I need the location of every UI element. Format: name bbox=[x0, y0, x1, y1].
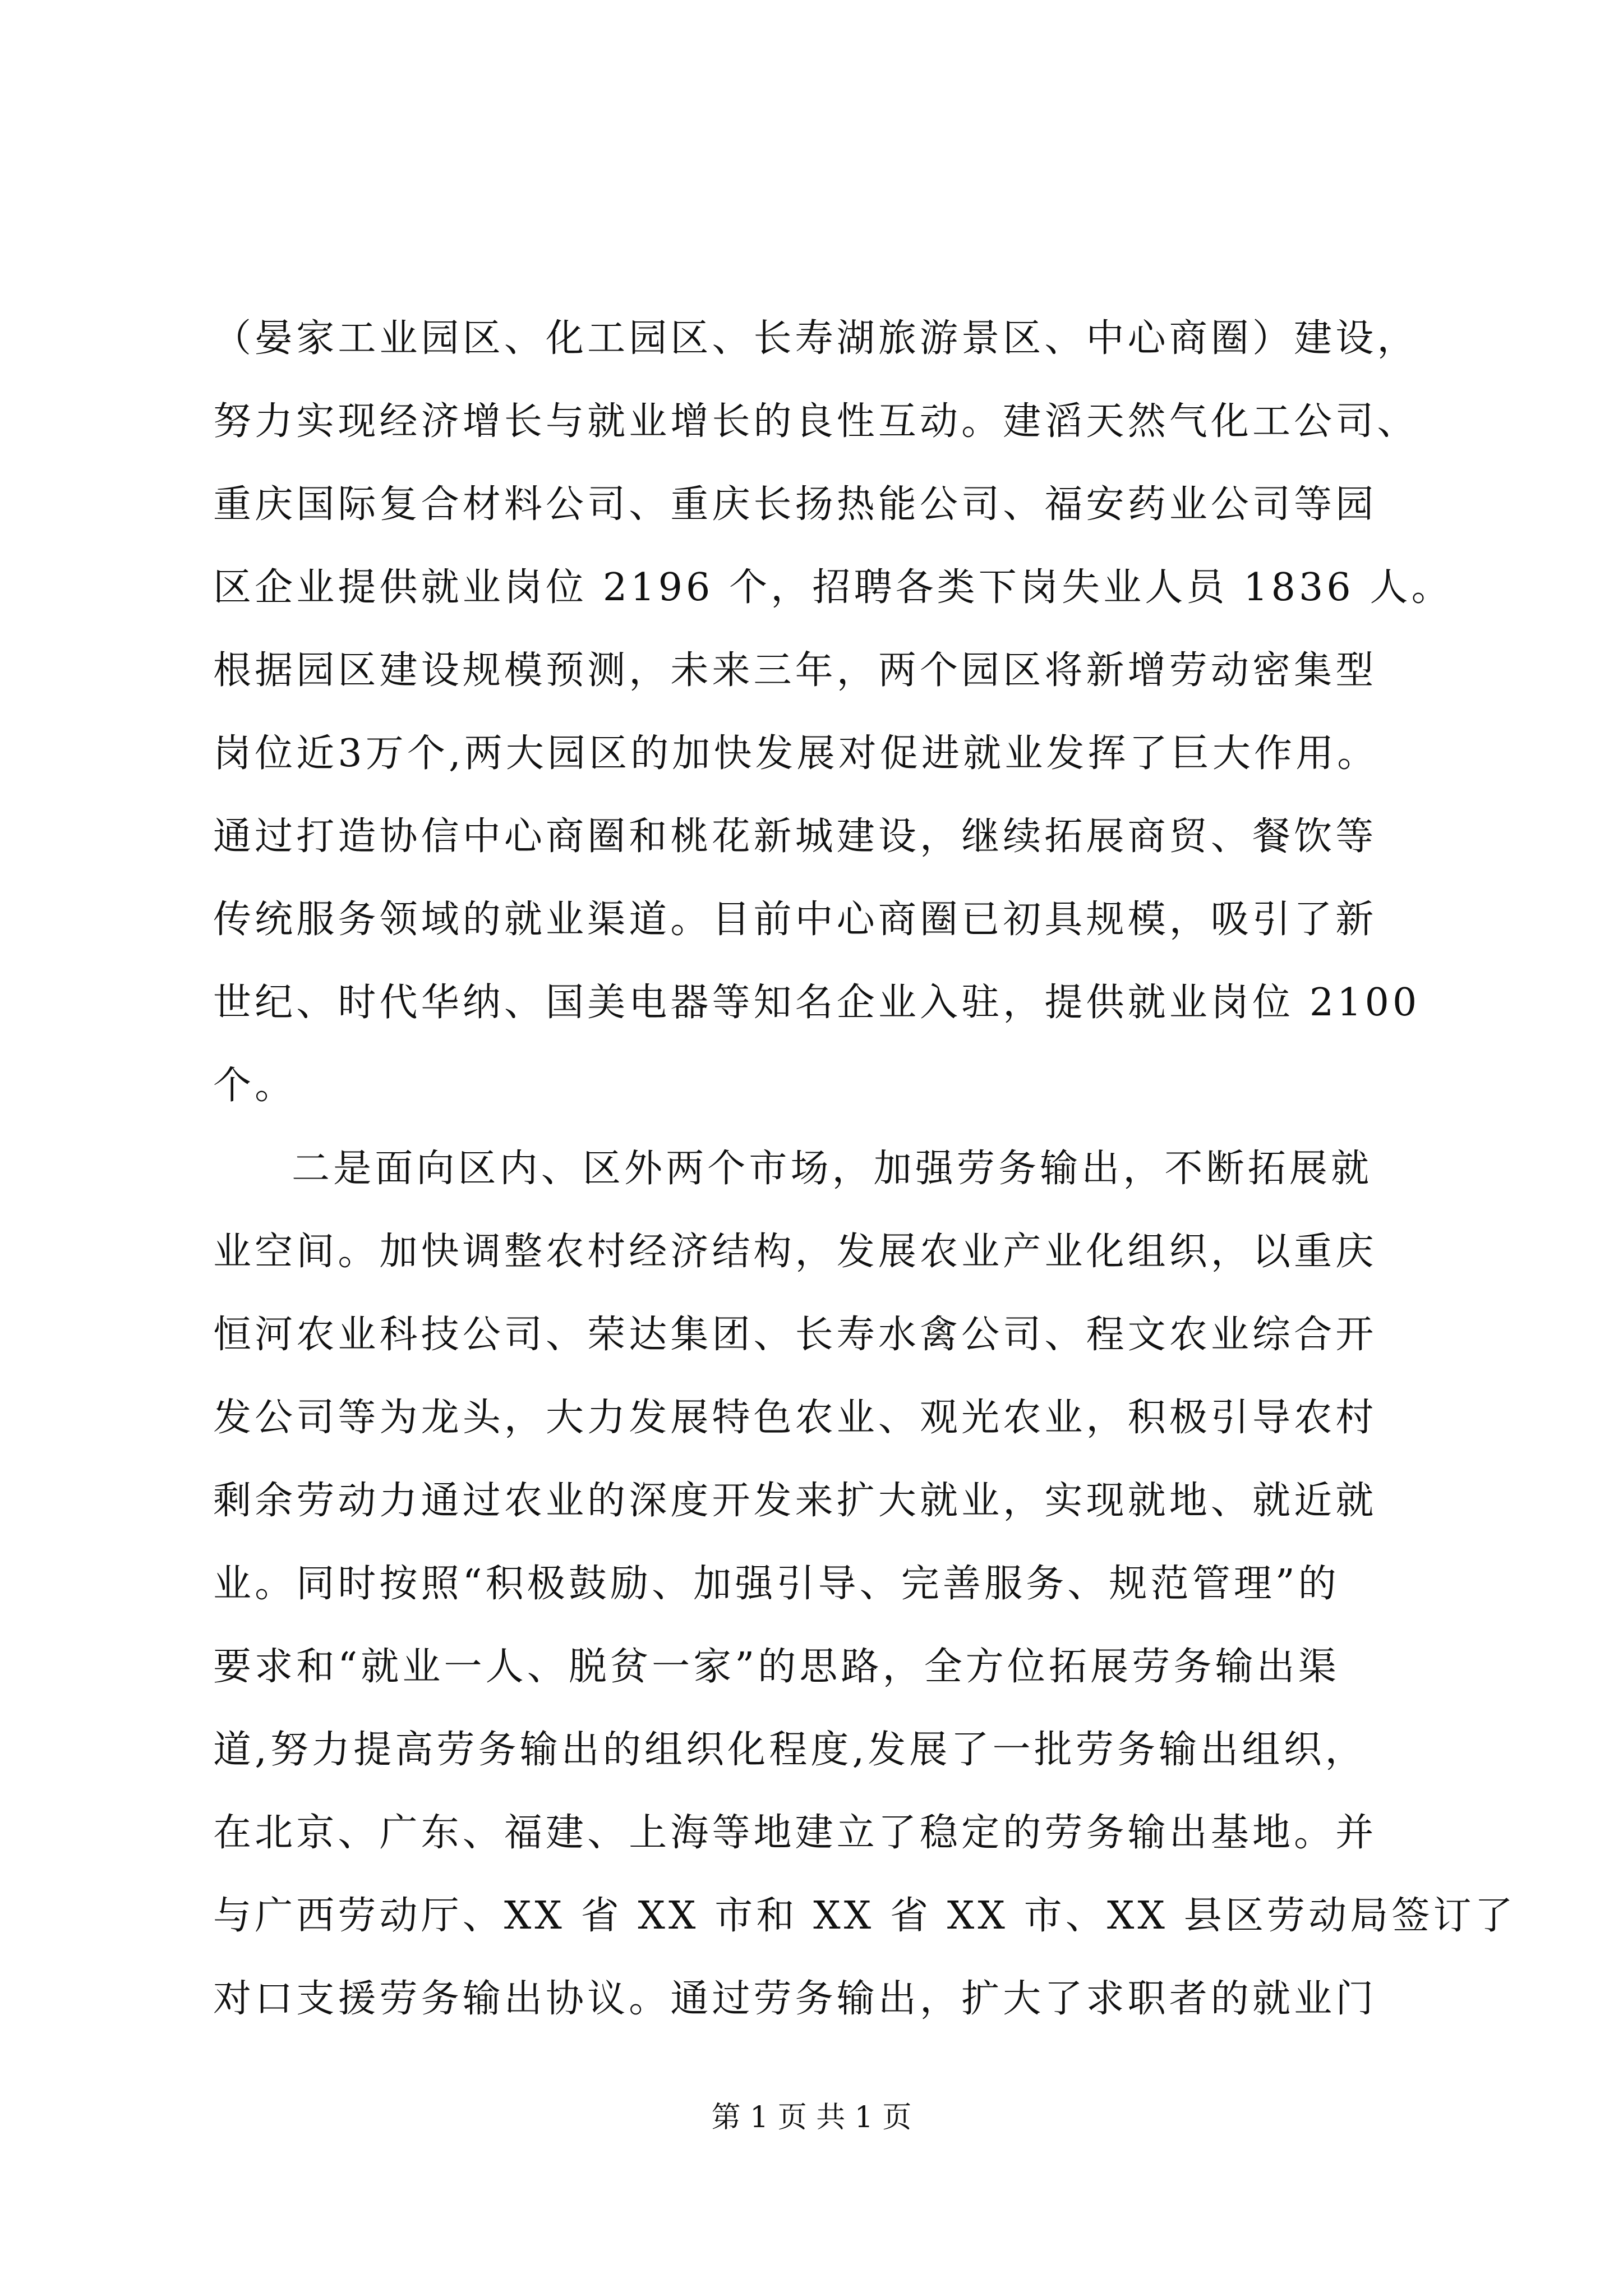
text-line: 剩余劳动力通过农业的深度开发来扩大就业，实现就地、就近就 bbox=[213, 1479, 1377, 1523]
text-line: （晏家工业园区、化工园区、长寿湖旅游景区、中心商圈）建设， bbox=[213, 316, 1419, 361]
text-line: 区企业提供就业岗位 2196 个，招聘各类下岗失业人员 1836 人。 bbox=[213, 565, 1453, 610]
text-line: 世纪、时代华纳、国美电器等知名企业入驻，提供就业岗位 2100 bbox=[213, 981, 1421, 1025]
text-line: 在北京、广东、福建、上海等地建立了稳定的劳务输出基地。并 bbox=[213, 1811, 1377, 1855]
text-line: 个。 bbox=[213, 1064, 297, 1108]
text-line: 要求和“就业一人、脱贫一家”的思路，全方位拓展劳务输出渠 bbox=[213, 1645, 1340, 1689]
paragraph-start-line: 二是面向区内、区外两个市场，加强劳务输出，不断拓展就 bbox=[292, 1147, 1373, 1191]
text-line: 发公司等为龙头，大力发展特色农业、观光农业，积极引导农村 bbox=[213, 1396, 1377, 1440]
text-line: 根据园区建设规模预测，未来三年，两个园区将新增劳动密集型 bbox=[213, 648, 1377, 693]
text-line: 恒河农业科技公司、荣达集团、长寿水禽公司、程文农业综合开 bbox=[213, 1313, 1377, 1357]
text-line: 与广西劳动厅、XX 省 XX 市和 XX 省 XX 市、XX 县区劳动局签订了 bbox=[213, 1894, 1516, 1938]
text-line: 传统服务领域的就业渠道。目前中心商圈已初具规模，吸引了新 bbox=[213, 898, 1377, 942]
text-line: 业。同时按照“积极鼓励、加强引导、完善服务、规范管理”的 bbox=[213, 1562, 1340, 1606]
text-line: 对口支援劳务输出协议。通过劳务输出，扩大了求职者的就业门 bbox=[213, 1977, 1377, 2021]
text-line: 道,努力提高劳务输出的组织化程度,发展了一批劳务输出组织， bbox=[213, 1728, 1367, 1772]
text-line: 通过打造协信中心商圈和桃花新城建设，继续拓展商贸、餐饮等 bbox=[213, 815, 1377, 859]
text-line: 岗位近3万个,两大园区的加快发展对促进就业发挥了巨大作用。 bbox=[213, 731, 1379, 776]
page-footer: 第 1 页 共 1 页 bbox=[711, 2101, 912, 2134]
body-text bbox=[213, 297, 1516, 2041]
text-line: 重庆国际复合材料公司、重庆长扬热能公司、福安药业公司等园 bbox=[213, 482, 1377, 527]
text-line: 业空间。加快调整农村经济结构，发展农业产业化组织，以重庆 bbox=[213, 1230, 1377, 1274]
text-line: 努力实现经济增长与就业增长的良性互动。建滔天然气化工公司、 bbox=[213, 399, 1419, 444]
